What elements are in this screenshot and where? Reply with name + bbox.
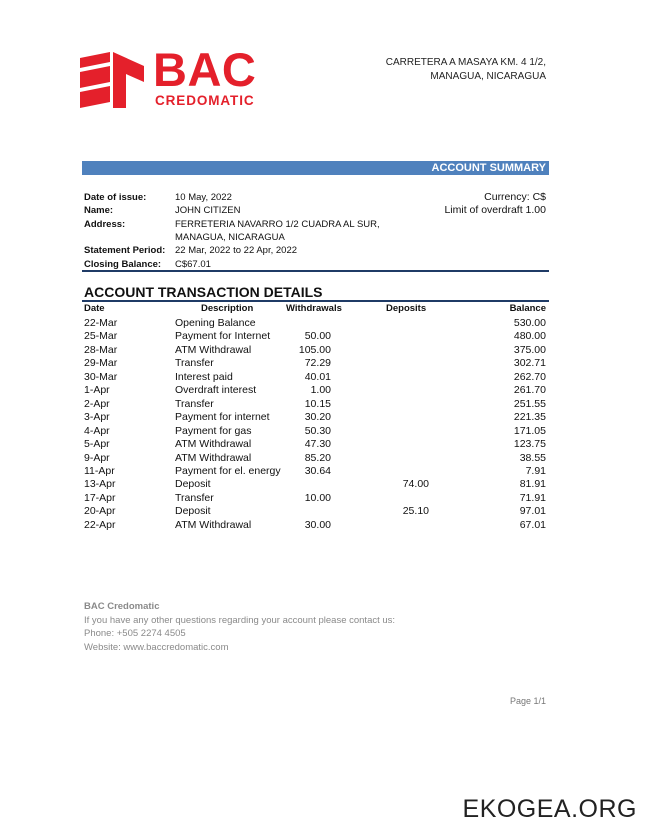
period-value: 22 Mar, 2022 to 22 Apr, 2022 <box>175 245 298 256</box>
cell-withdrawals: 50.00 <box>304 330 331 343</box>
cell-balance: 123.75 <box>513 438 546 451</box>
cell-description: Interest paid <box>175 370 233 383</box>
footer-company: BAC Credomatic <box>84 601 160 612</box>
footer-website: Website: www.baccredomatic.com <box>84 642 229 653</box>
date-label: Date of issue: <box>84 192 147 203</box>
cell-description: ATM Withdrawal <box>175 451 252 464</box>
cell-withdrawals: 10.00 <box>304 491 331 504</box>
divider <box>82 300 549 302</box>
cell-date: 29-Mar <box>84 357 118 370</box>
header-description: Description <box>201 303 254 314</box>
cell-withdrawals: 50.30 <box>304 424 331 437</box>
cell-date: 11-Apr <box>84 464 115 477</box>
name-label: Name: <box>84 205 114 216</box>
watermark: EKOGEA.ORG <box>462 795 637 823</box>
cell-description: Transfer <box>175 357 214 370</box>
cell-balance: 7.91 <box>525 464 546 477</box>
header-withdrawals: Withdrawals <box>286 303 342 314</box>
cell-balance: 480.00 <box>513 330 546 343</box>
cell-description: ATM Withdrawal <box>175 518 252 531</box>
account-summary-bar <box>82 161 549 175</box>
cell-description: Transfer <box>175 397 214 410</box>
header-deposits: Deposits <box>386 303 427 314</box>
cell-date: 20-Apr <box>84 505 116 518</box>
cell-balance: 67.01 <box>519 518 546 531</box>
cell-description: Overdraft interest <box>175 384 257 397</box>
cell-balance: 530.00 <box>513 317 546 329</box>
name-value: JOHN CITIZEN <box>175 205 241 216</box>
cell-description: Deposit <box>175 505 211 518</box>
header-balance: Balance <box>509 303 546 314</box>
cell-date: 4-Apr <box>84 424 110 437</box>
currency: Currency: C$ <box>484 191 546 203</box>
cell-date: 25-Mar <box>84 330 118 343</box>
bac-logo-mark <box>80 52 144 108</box>
cell-balance: 221.35 <box>513 411 546 424</box>
cell-balance: 302.71 <box>513 357 546 370</box>
address-line1: FERRETERIA NAVARRO 1/2 CUADRA AL SUR, <box>175 219 380 230</box>
bank-address-line1: CARRETERA A MASAYA KM. 4 1/2, <box>385 57 546 68</box>
logo-bank-name: BAC <box>153 43 257 96</box>
bank-address-line2: MANAGUA, NICARAGUA <box>430 71 546 82</box>
page-number: Page 1/1 <box>509 696 546 706</box>
cell-balance: 81.91 <box>519 478 546 491</box>
cell-balance: 375.00 <box>513 343 546 356</box>
cell-withdrawals: 30.00 <box>304 518 331 531</box>
cell-withdrawals: 30.20 <box>304 411 331 424</box>
cell-description: Payment for gas <box>175 424 252 437</box>
cell-balance: 261.70 <box>513 384 546 397</box>
cell-description: Payment for internet <box>175 411 270 424</box>
cell-date: 2-Apr <box>84 397 110 410</box>
footer-contact: If you have any other questions regarding your account please contact us: <box>84 615 396 626</box>
cell-date: 13-Apr <box>84 478 116 491</box>
cell-description: Payment for el. energy <box>175 464 281 477</box>
cell-balance: 262.70 <box>513 370 546 383</box>
cell-description: Payment for Internet <box>175 330 271 343</box>
closing-balance-label: Closing Balance: <box>84 259 162 270</box>
cell-deposits: 74.00 <box>402 478 429 491</box>
cell-date: 22-Mar <box>84 317 118 329</box>
account-summary-title: ACCOUNT SUMMARY <box>431 162 546 174</box>
cell-withdrawals: 105.00 <box>298 343 331 356</box>
transaction-details-title: ACCOUNT TRANSACTION DETAILS <box>84 284 323 300</box>
overdraft-limit: Limit of overdraft 1.00 <box>444 204 546 216</box>
cell-date: 28-Mar <box>84 343 118 356</box>
closing-balance-value: C$67.01 <box>175 259 211 270</box>
cell-withdrawals: 30.64 <box>304 464 331 477</box>
cell-balance: 171.05 <box>513 424 546 437</box>
cell-description: Deposit <box>175 478 211 491</box>
cell-balance: 71.91 <box>519 491 546 504</box>
cell-deposits: 25.10 <box>402 505 429 518</box>
cell-date: 3-Apr <box>84 411 110 424</box>
cell-withdrawals: 1.00 <box>310 384 331 397</box>
address-label: Address: <box>84 219 126 230</box>
cell-date: 9-Apr <box>84 451 110 464</box>
cell-withdrawals: 72.29 <box>304 357 331 370</box>
cell-balance: 251.55 <box>513 397 546 410</box>
cell-description: ATM Withdrawal <box>175 343 252 356</box>
cell-date: 17-Apr <box>84 491 116 504</box>
cell-balance: 38.55 <box>519 451 546 464</box>
cell-withdrawals: 40.01 <box>304 370 331 383</box>
cell-withdrawals: 85.20 <box>304 451 331 464</box>
header-date: Date <box>84 303 105 314</box>
cell-date: 22-Apr <box>84 518 116 531</box>
address-line2: MANAGUA, NICARAGUA <box>175 232 285 243</box>
bank-address <box>386 56 546 84</box>
cell-date: 1-Apr <box>84 384 110 397</box>
cell-withdrawals: 47.30 <box>304 438 331 451</box>
logo-sub-name: CREDOMATIC <box>155 93 255 108</box>
cell-balance: 97.01 <box>519 505 546 518</box>
cell-date: 5-Apr <box>84 438 110 451</box>
cell-withdrawals: 10.15 <box>304 397 331 410</box>
cell-description: Opening Balance <box>175 317 256 329</box>
period-label: Statement Period: <box>84 245 166 256</box>
date-value: 10 May, 2022 <box>175 192 232 203</box>
footer-phone: Phone: +505 2274 4505 <box>84 628 186 639</box>
cell-date: 30-Mar <box>84 370 118 383</box>
cell-description: ATM Withdrawal <box>175 438 252 451</box>
divider <box>82 270 549 272</box>
cell-description: Transfer <box>175 491 214 504</box>
